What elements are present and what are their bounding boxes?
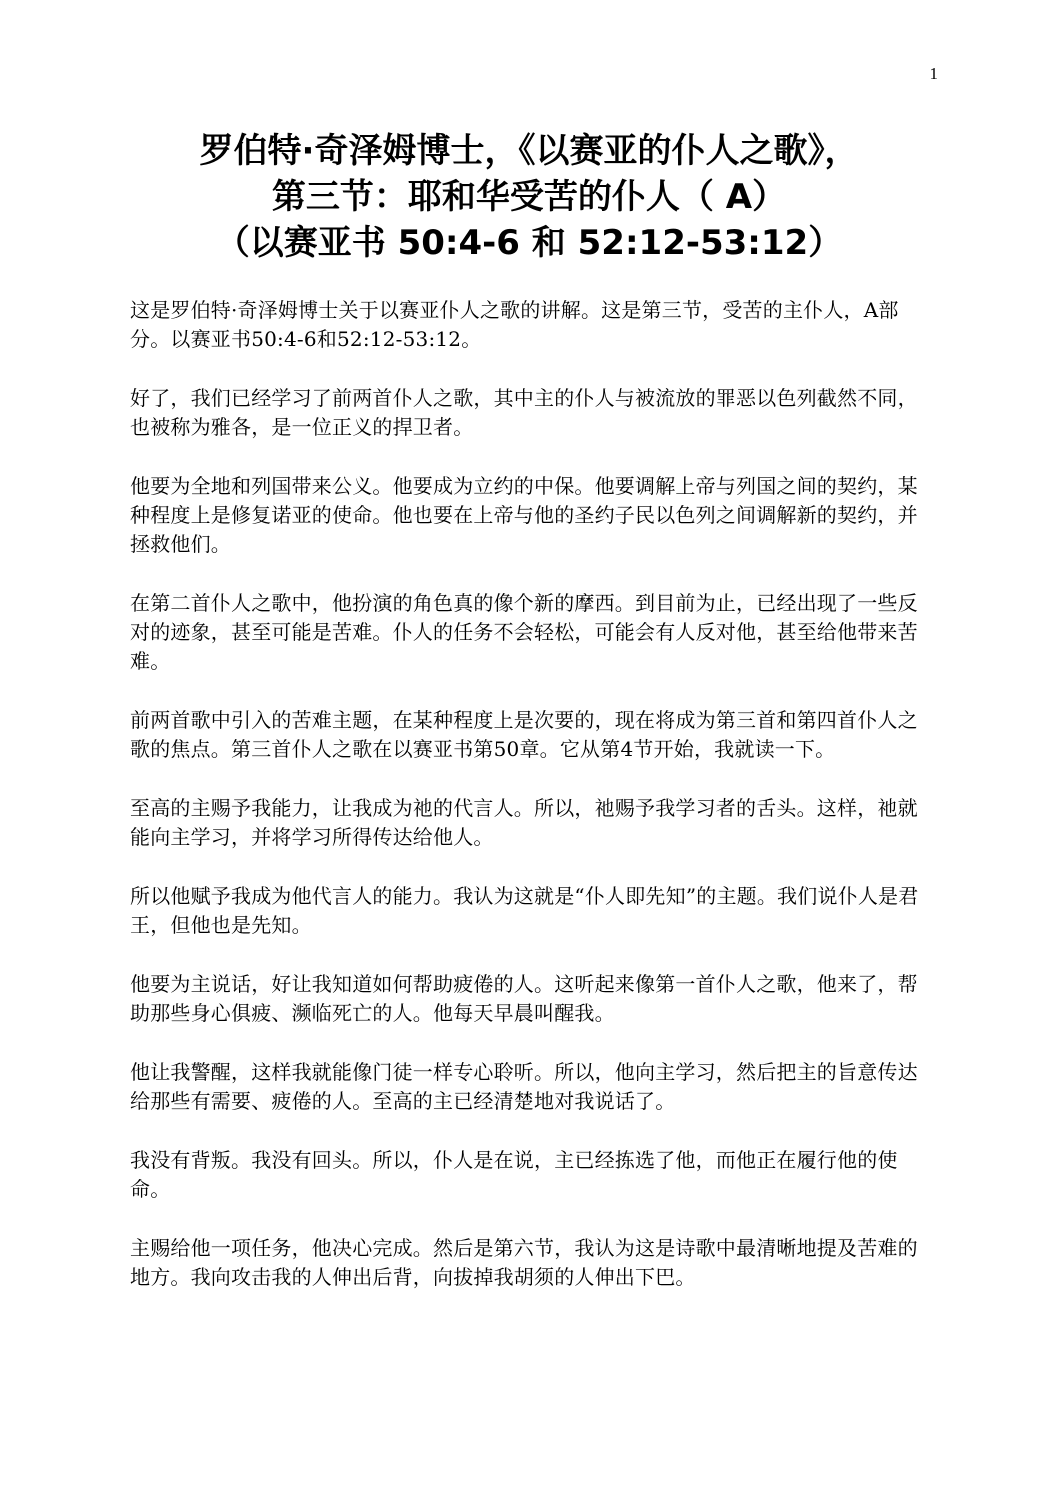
document-title (90, 128, 968, 266)
paragraph-1: 这是罗伯特·奇泽姆博士关于以赛亚仆人之歌的讲解。这是第三节，受苦的主仆人，A部分。以赛亚书50:4-6和52:12-53:12。 (130, 298, 899, 351)
paragraph-8: 他要为主说话，好让我知道如何帮助疲倦的人。这听起来像第一首仆人之歌，他来了，帮助那些身心俱疲、濒临死亡的人。他每天早晨叫醒我。 (130, 972, 918, 1025)
document-body (130, 296, 920, 1322)
paragraph-10: 我没有背叛。我没有回头。所以，仆人是在说，主已经拣选了他，而他正在履行他的使命。 (130, 1148, 898, 1201)
paragraph-7: 所以他赋予我成为他代言人的能力。我认为这就是“仆人即先知”的主题。我们说仆人是君王，但他也是先知。 (130, 884, 919, 937)
title-line-2: 第三节：耶和华受苦的仆人（ A） (271, 177, 787, 217)
title-line-3: （以赛亚书 50:4-6 和 52:12-53:12） (215, 223, 843, 263)
paragraph-2: 好了，我们已经学习了前两首仆人之歌，其中主的仆人与被流放的罪恶以色列截然不同，也被称为雅各，是一位正义的捍卫者。 (130, 386, 918, 439)
paragraph-4: 在第二首仆人之歌中，他扮演的角色真的像个新的摩西。到目前为止，已经出现了一些反对的迹象，甚至可能是苦难。仆人的任务不会轻松，可能会有人反对他，甚至给他带来苦难。 (130, 591, 918, 673)
paragraph-9: 他让我警醒，这样我就能像门徒一样专心聆听。所以，他向主学习，然后把主的旨意传达给那些有需要、疲倦的人。至高的主已经清楚地对我说话了。 (130, 1060, 918, 1113)
paragraph-6: 至高的主赐予我能力，让我成为祂的代言人。所以，祂赐予我学习者的舌头。这样，祂就能向主学习，并将学习所得传达给他人。 (130, 796, 918, 849)
page-number: 1 (929, 64, 938, 83)
paragraph-3: 他要为全地和列国带来公义。他要成为立约的中保。他要调解上帝与列国之间的契约，某种程度上是修复诺亚的使命。他也要在上帝与他的圣约子民以色列之间调解新的契约，并拯救他们。 (130, 474, 918, 556)
paragraph-5: 前两首歌中引入的苦难主题，在某种程度上是次要的，现在将成为第三首和第四首仆人之歌的焦点。第三首仆人之歌在以赛亚书第50章。它从第4节开始，我就读一下。 (130, 708, 918, 761)
title-line-1: 罗伯特·奇泽姆博士，《以赛亚的仆人之歌》， (199, 131, 859, 171)
paragraph-11: 主赐给他一项任务，他决心完成。然后是第六节，我认为这是诗歌中最清晰地提及苦难的地方。我向攻击我的人伸出后背，向拔掉我胡须的人伸出下巴。 (130, 1236, 918, 1289)
